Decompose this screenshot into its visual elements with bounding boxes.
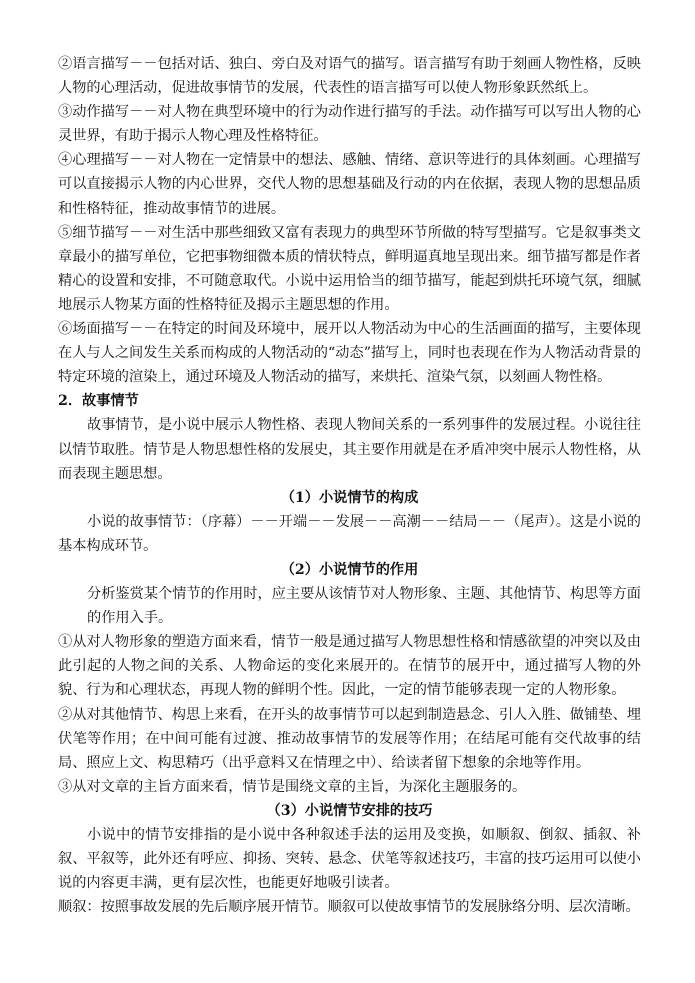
paragraph-function-theme: ③从对文章的主旨方面来看，情节是围绕文章的主旨，为深化主题服务的。	[58, 778, 527, 795]
paragraph-function-character: ①从对人物形象的塑造方面来看，情节一般是通过描写人物思想性格和情感欲望的冲突以及由此引起的人物之间的关系、人物命运的变化来展开的。在情节的展开中，通过描写人物的外貌、行为和心理状态，再现人物的鲜明个性。因此，一定的情节能够表现一定的人物形象。	[58, 634, 641, 699]
paragraph-language-description: ②语言描写－－包括对话、独白、旁白及对语气的描写。语言描写有助于刻画人物性格，反映人物的心理活动，促进故事情节的发展，代表性的语言描写可以使人物形象跃然纸上。	[58, 56, 641, 97]
paragraph-plot-intro: 故事情节，是小说中展示人物性格、表现人物间关系的一系列事件的发展过程。小说往往以情节取胜。情节是人物思想性格的发展史，其主要作用就是在矛盾冲突中展示人物性格，从而表现主题思想。	[58, 417, 641, 482]
paragraph-psychological-description: ④心理描写－－对人物在一定情景中的想法、感触、情绪、意识等进行的具体刻画。心理描写可以直接揭示人物的内心世界，交代人物的思想基础及行动的内在依据，表现人物的思想品质和性格特征，推动故事情节的进展。	[58, 152, 641, 217]
paragraph-detail-description: ⑤细节描写－－对生活中那些细致又富有表现力的典型环节所做的特写型描写。它是叙事类文章最小的描写单位，它把事物细微本质的情状特点，鲜明逼真地呈现出来。细节描写都是作者精心的设置和安排，不可随意取代。小说中运用恰当的细节描写，能起到烘托环境气氛，细腻地展示人物某方面的性格特征及揭示主题思想的作用。	[58, 224, 641, 313]
paragraph-plot-techniques: 小说中的情节安排指的是小说中各种叙述手法的运用及变换，如顺叙、倒叙、插叙、补叙、平叙等，此外还有呼应、抑扬、突转、悬念、伏笔等叙述技巧，丰富的技巧运用可以使小说的内容更丰满，更有层次性，也能更好地吸引读者。	[58, 827, 641, 892]
paragraph-plot-function-intro: 分析鉴赏某个情节的作用时，应主要从该情节对人物形象、主题、其他情节、构思等方面的作用入手。	[87, 586, 641, 627]
section-heading-plot: 2．故事情节	[58, 393, 139, 410]
paragraph-function-structure: ②从对其他情节、构思上来看，在开头的故事情节可以起到制造悬念、引人入胜、做铺垫、埋伏笔等作用；在中间可能有过渡、推动故事情节的发展等作用；在结尾可能有交代故事的结局、照应上文、构思精巧（出乎意料又在情理之中）、给读者留下想象的余地等作用。	[58, 706, 641, 771]
subheading-plot-function: （2）小说情节的作用	[280, 561, 419, 578]
paragraph-plot-structure: 小说的故事情节：（序幕）－－开端－－发展－－高潮－－结局－－（尾声）。这是小说的基本构成环节。	[58, 513, 641, 554]
paragraph-action-description: ③动作描写－－对人物在典型环境中的行为动作进行描写的手法。动作描写可以写出人物的心灵世界，有助于揭示人物心理及性格特征。	[58, 104, 641, 145]
document-page	[58, 52, 641, 919]
paragraph-scene-description: ⑥场面描写－－在特定的时间及环境中，展开以人物活动为中心的生活画面的描写，主要体现在人与人之间发生关系而构成的人物活动的“动态”描写上，同时也表现在作为人物活动背景的特定环境的渲染上，通过环境及人物活动的描写，来烘托、渲染气氛，以刻画人物性格。	[58, 321, 641, 386]
paragraph-chronological-narration: 顺叙：按照事故发展的先后顺序展开情节。顺叙可以使故事情节的发展脉络分明、层次清晰。	[58, 899, 640, 916]
subheading-plot-structure: （1）小说情节的构成	[280, 489, 419, 506]
subheading-plot-techniques: （3）小说情节安排的技巧	[266, 802, 433, 819]
